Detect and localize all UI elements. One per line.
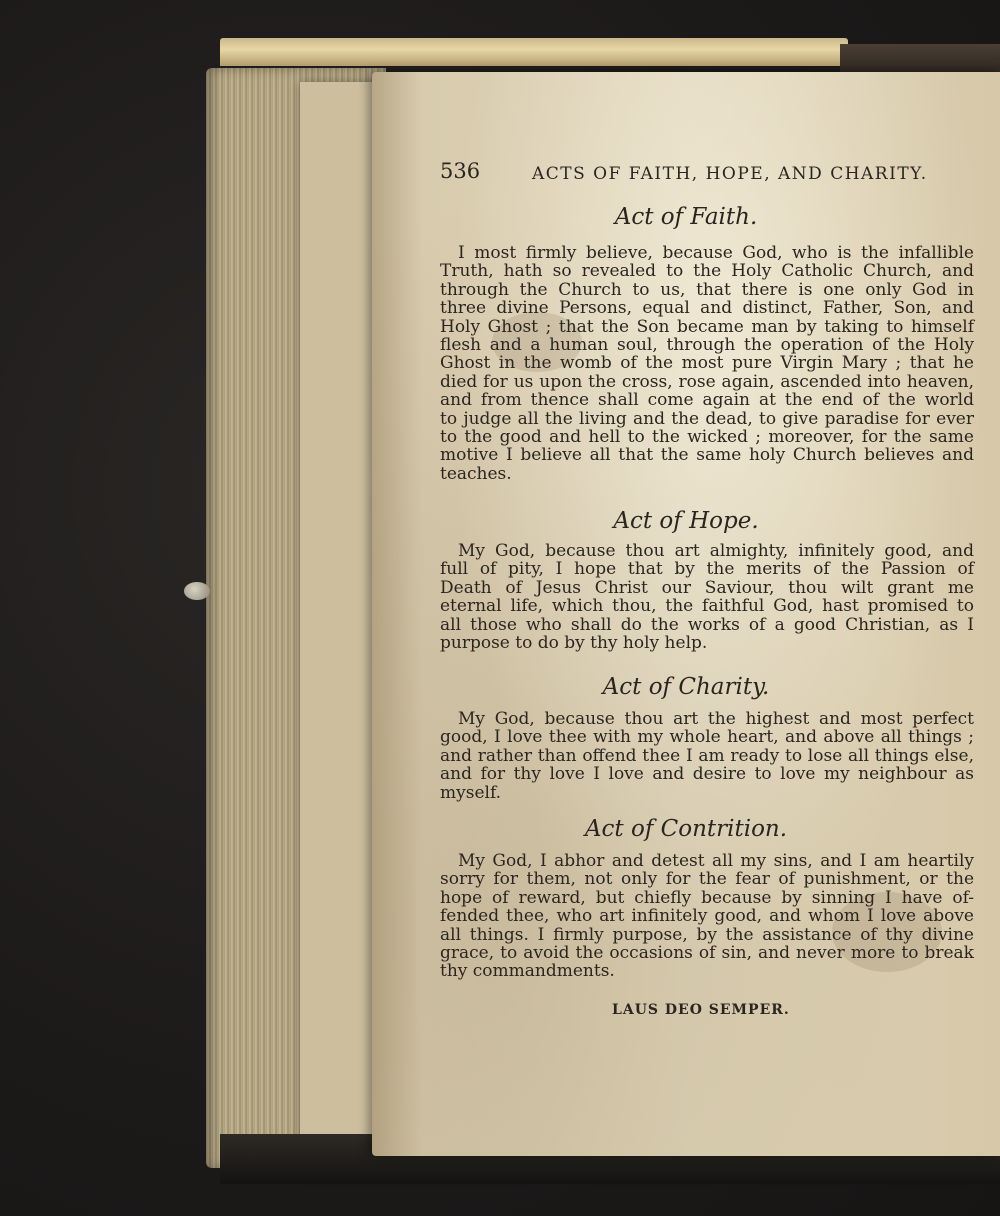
text-line: Death of Jesus Christ our Saviour, thou wilt grant me [440, 577, 974, 598]
text-line: three divine Persons, equal and distinct, Father, Son, and [440, 298, 974, 319]
text-line: to judge all the living and the dead, to give paradise for ever [440, 408, 974, 429]
text-line: fended thee, who art infinitely good, and whom I love above [440, 906, 974, 927]
text-line: to the good and hell to the wicked ; moreover, for the same [440, 427, 974, 448]
section-title-charity: Act of Charity. [602, 674, 770, 700]
text-line: My God, because thou art the highest and most perfect [458, 709, 974, 729]
text-line: I most firmly believe, because God, who is the infallible [458, 243, 974, 263]
section-title-contrition: Act of Contrition. [584, 816, 788, 842]
text-line: My God, I abhor and detest all my sins, and I am heartily [458, 851, 974, 871]
running-head: ACTS OF FAITH, HOPE, AND CHARITY. [532, 164, 928, 184]
paragraph-hope [440, 542, 974, 652]
text-line: grace, to avoid the occasions of sin, and never more to break [440, 943, 974, 964]
text-line: sorry for them, not only for the fear of punishment, or the [440, 869, 974, 890]
text-line: eternal life, which thou, the faithful God, hast promised to [440, 596, 974, 617]
text-line: full of pity, I hope that by the merits of the Passion of [440, 559, 974, 580]
page-number: 536 [440, 159, 481, 183]
closing-line: LAUS DEO SEMPER. [612, 1002, 790, 1018]
text-line: through the Church to us, that there is one only God in [440, 279, 974, 300]
text-line: good, I love thee with my whole heart, and above all things ; [440, 727, 974, 748]
book-page [372, 72, 1000, 1156]
section-title-faith: Act of Faith. [614, 204, 758, 230]
text-line: teaches. [440, 463, 512, 484]
text-line: all those who shall do the works of a good Christian, as I [440, 614, 974, 635]
text-line: died for us upon the cross, rose again, ascended into heaven, [440, 371, 974, 392]
text-line: flesh and a human soul, through the operation of the Holy [440, 335, 974, 356]
text-line: and from thence shall come again at the end of the world [440, 390, 974, 411]
text-line: Ghost in the womb of the most pure Virgin Mary ; that he [440, 353, 974, 374]
cover-edge [840, 44, 1000, 74]
text-line: and for thy love I love and desire to love my neighbour as [440, 764, 974, 785]
paragraph-contrition [440, 852, 974, 981]
text-line: and rather than offend thee I am ready to lose all things else, [440, 745, 974, 766]
gilt-top-edge [220, 38, 848, 66]
text-line: all things. I firmly purpose, by the assistance of thy divine [440, 924, 974, 945]
paragraph-charity [440, 710, 974, 802]
page-header [440, 159, 1000, 192]
text-line: myself. [440, 782, 502, 803]
text-line: thy commandments. [440, 961, 615, 982]
text-line: purpose to do by thy holy help. [440, 633, 708, 654]
paragraph-faith [440, 244, 974, 483]
text-line: hope of reward, but chiefly because by sinning I have of- [440, 887, 974, 908]
text-line: motive I believe all that the same holy Church believes and [440, 445, 974, 466]
text-line: My God, because thou art almighty, infinitely good, and [458, 541, 974, 561]
text-line: Holy Ghost ; that the Son became man by taking to himself [440, 316, 974, 337]
text-line: Truth, hath so revealed to the Holy Catholic Church, and [440, 261, 974, 282]
clasp-pin [184, 582, 210, 600]
section-title-hope: Act of Hope. [613, 508, 759, 534]
